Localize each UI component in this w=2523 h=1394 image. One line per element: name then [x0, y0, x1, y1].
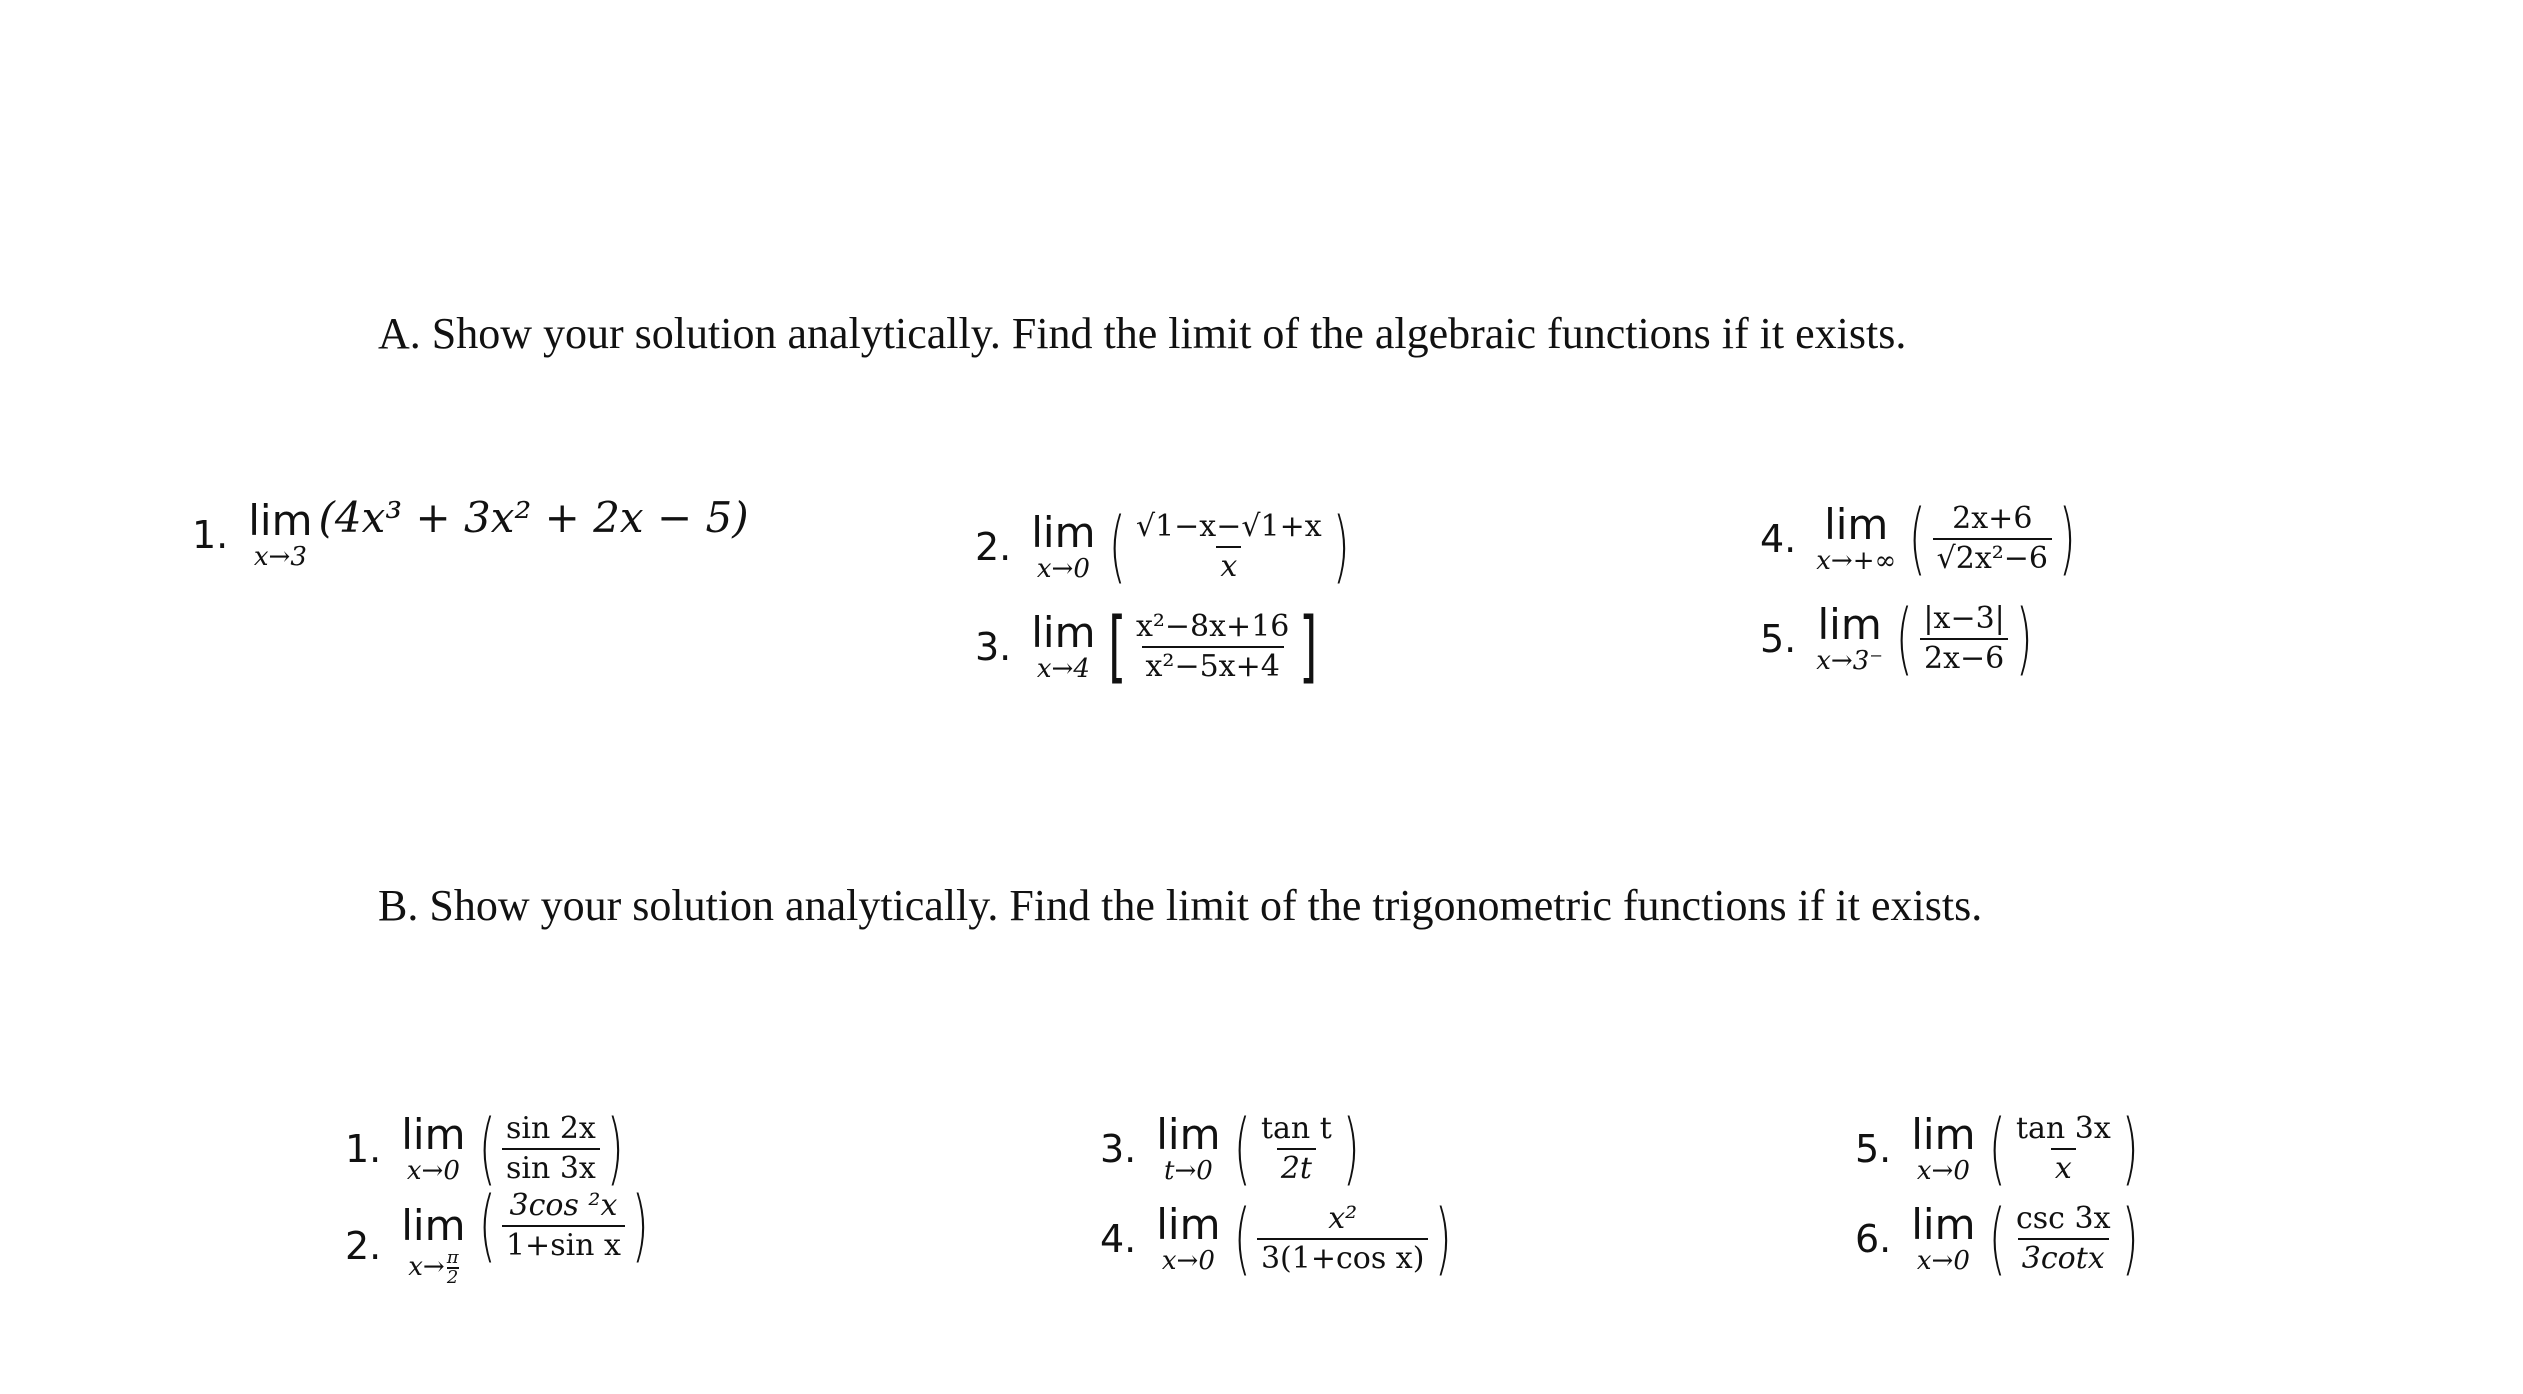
left-paren: ( [1233, 1104, 1251, 1194]
limit-operator [1816, 600, 1883, 676]
problem-b2 [345, 1181, 655, 1288]
left-paren: ( [1233, 1194, 1251, 1284]
right-paren: ) [1435, 1194, 1452, 1284]
lim-subscript-fraction [447, 1249, 459, 1287]
denominator: x²−5x+4 [1142, 646, 1284, 685]
lim-word: lim [1824, 500, 1889, 549]
numerator: tan 3x [2015, 1110, 2111, 1146]
problem-number: 3. [975, 625, 1012, 669]
fraction [502, 1112, 600, 1187]
lim-subscript [408, 1249, 458, 1287]
numerator: x²−8x+16 [1135, 608, 1290, 644]
problem-a4 [1760, 494, 2082, 584]
problem-number: 5. [1855, 1127, 1892, 1171]
limit-operator [1816, 500, 1897, 576]
lim-subscript: x→3⁻ [1816, 646, 1883, 676]
lim-word: lim [248, 496, 313, 545]
lim-subscript-arrow: x→ [408, 1252, 445, 1282]
numerator: csc 3x [2015, 1200, 2111, 1236]
limit-operator [1031, 608, 1096, 684]
lim-subscript: x→4 [1036, 654, 1090, 684]
problem-b1 [345, 1104, 630, 1194]
limit-operator [1911, 1110, 1976, 1186]
left-paren: ( [1988, 1194, 2006, 1284]
lim-subscript: x→0 [1916, 1246, 1970, 1276]
lim-subscript: t→0 [1164, 1156, 1213, 1186]
numerator: tan t [1260, 1110, 1332, 1146]
problem-b3 [1100, 1104, 1366, 1194]
lim-subscript: x→0 [406, 1156, 460, 1186]
problem-number: 4. [1760, 517, 1797, 561]
lim-word: lim [1156, 1200, 1221, 1249]
lim-word: lim [1031, 608, 1096, 657]
denominator: x [2051, 1148, 2076, 1187]
lim-word: lim [1911, 1200, 1976, 1249]
right-paren: ) [1332, 502, 1350, 592]
problem-number: 2. [345, 1224, 382, 1268]
numerator: x² [1328, 1200, 1358, 1236]
denominator: 2x−6 [1920, 638, 2008, 677]
denominator: x [1216, 546, 1241, 585]
denominator: sin 3x [502, 1148, 600, 1187]
fraction [502, 1189, 625, 1264]
problem-b6 [1855, 1194, 2145, 1284]
left-bracket: [ [1107, 602, 1126, 692]
fraction [1132, 510, 1326, 585]
numerator: sin 2x [505, 1110, 596, 1146]
left-paren: ( [1108, 502, 1126, 592]
problem-number: 1. [345, 1127, 382, 1171]
limit-operator [1156, 1110, 1221, 1186]
lim-word: lim [1911, 1110, 1976, 1159]
problem-b5 [1855, 1104, 2145, 1194]
problem-number: 4. [1100, 1217, 1137, 1261]
problem-a3 [975, 602, 1324, 692]
fraction [1257, 1202, 1428, 1277]
sub-frac-bottom: 2 [446, 1267, 459, 1288]
section-a-heading: A. Show your solution analytically. Find the limit of the algebraic functions if it exists. [378, 309, 1907, 358]
numerator: 2x+6 [1952, 500, 2033, 536]
lim-subscript: x→0 [1161, 1246, 1215, 1276]
fraction [1919, 602, 2008, 677]
numerator: 3cos ²x [509, 1187, 618, 1223]
lim-word: lim [1156, 1110, 1221, 1159]
limit-operator [401, 1110, 466, 1186]
right-paren: ) [2121, 1104, 2139, 1194]
right-paren: ) [1342, 1104, 1360, 1194]
sub-frac-top: π [446, 1247, 459, 1268]
denominator: 3(1+cos x) [1257, 1238, 1428, 1277]
limit-operator [248, 496, 313, 572]
left-paren: ( [1895, 594, 1913, 684]
fraction [1933, 502, 2052, 577]
limit-operator [1156, 1200, 1221, 1276]
right-paren: ) [606, 1104, 624, 1194]
fraction [2012, 1202, 2115, 1277]
left-paren: ( [1909, 494, 1926, 584]
problem-a1 [192, 492, 749, 572]
right-bracket: ] [1299, 602, 1318, 692]
lim-subscript: x→+∞ [1816, 546, 1897, 576]
problem-number: 6. [1855, 1217, 1892, 1261]
right-paren: ) [2015, 594, 2033, 684]
problem-a2 [975, 502, 1356, 592]
lim-word: lim [1031, 508, 1096, 557]
denominator: 1+sin x [502, 1225, 625, 1264]
problem-number: 1. [192, 513, 229, 557]
limit-expression: (4x³ + 3x² + 2x − 5) [318, 492, 749, 542]
numerator: √1−x−√1+x [1135, 508, 1322, 544]
limit-operator [401, 1201, 466, 1288]
problem-b4 [1100, 1194, 1459, 1284]
right-paren: ) [2121, 1194, 2139, 1284]
limit-operator [1031, 508, 1096, 584]
denominator: √2x²−6 [1933, 538, 2052, 577]
lim-word: lim [401, 1201, 466, 1250]
denominator: 2t [1277, 1148, 1316, 1187]
right-paren: ) [2058, 494, 2076, 584]
right-paren: ) [631, 1181, 649, 1271]
lim-word: lim [401, 1110, 466, 1159]
fraction [1132, 610, 1293, 685]
problem-number: 2. [975, 525, 1012, 569]
denominator: 3cotx [2018, 1238, 2109, 1277]
numerator: |x−3| [1923, 600, 2005, 636]
lim-subscript: x→0 [1916, 1156, 1970, 1186]
lim-subscript: x→3 [253, 542, 307, 572]
section-b-heading: B. Show your solution analytically. Find the limit of the trigonometric functions if it exists. [378, 881, 1983, 930]
left-paren: ( [478, 1181, 496, 1271]
problem-number: 3. [1100, 1127, 1137, 1171]
fraction [1257, 1112, 1336, 1187]
limit-operator [1911, 1200, 1976, 1276]
left-paren: ( [478, 1104, 496, 1194]
problem-a5 [1760, 594, 2039, 684]
problem-number: 5. [1760, 617, 1797, 661]
fraction [2012, 1112, 2115, 1187]
lim-subscript: x→0 [1036, 554, 1090, 584]
lim-word: lim [1817, 600, 1882, 649]
left-paren: ( [1988, 1104, 2006, 1194]
